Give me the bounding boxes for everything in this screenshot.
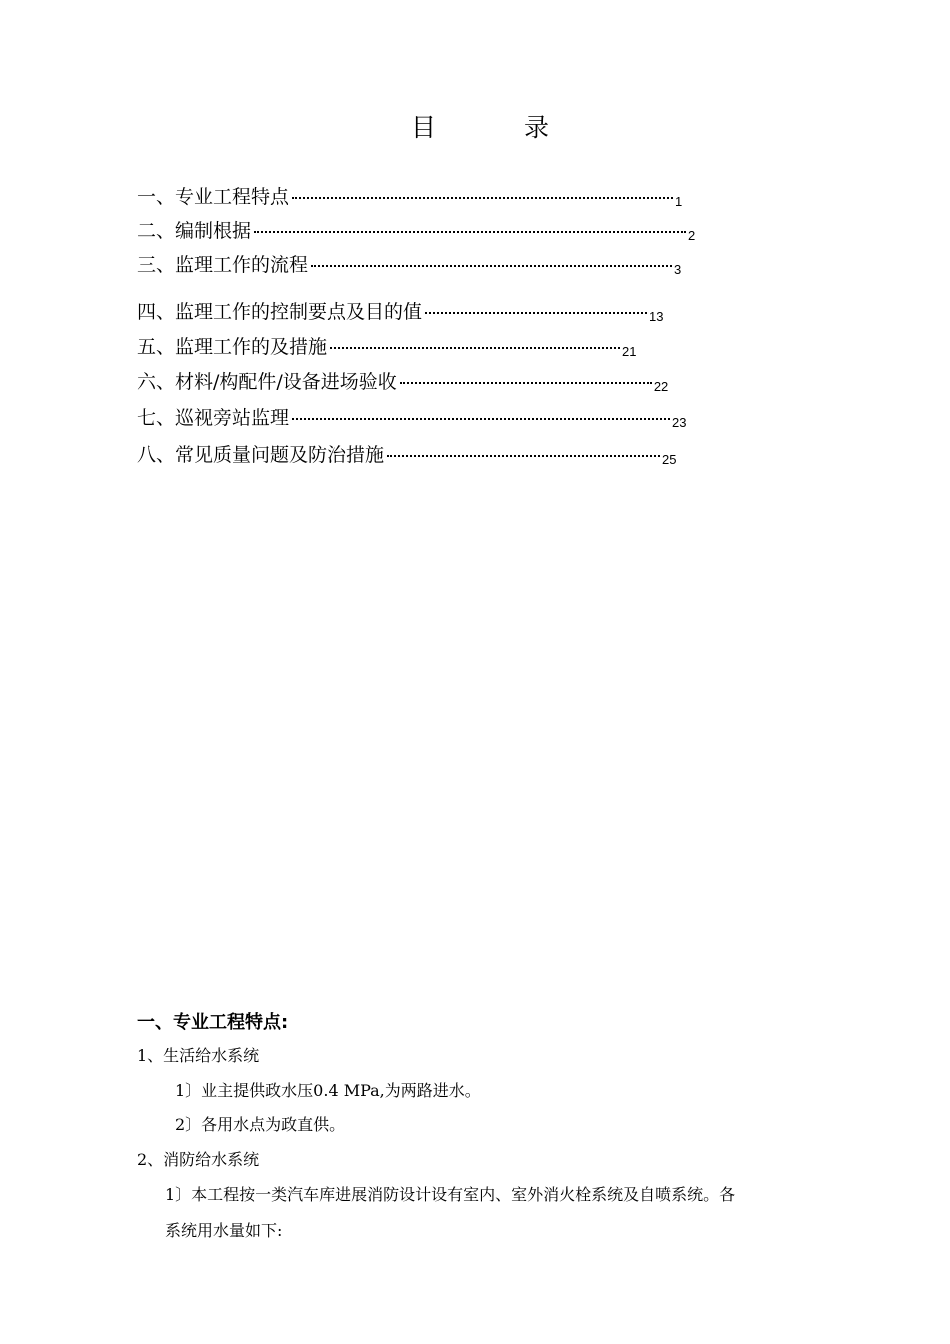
toc-title: 目 录 <box>411 113 589 142</box>
toc-entry-page: 23 <box>672 415 687 430</box>
toc-leader-dots <box>330 347 620 349</box>
toc-entry-page: 25 <box>662 452 677 467</box>
toc-entry-label: 二、编制根据 <box>137 220 252 242</box>
toc-entry[interactable] <box>137 250 681 282</box>
toc-entry[interactable] <box>137 297 663 329</box>
toc-entry-page: 2 <box>688 228 696 243</box>
toc-entry[interactable] <box>137 332 636 364</box>
toc-entry-page: 21 <box>622 344 637 359</box>
toc-entry-label: 四、监理工作的控制要点及目的值 <box>137 301 423 323</box>
toc-entry-page: 22 <box>653 379 669 394</box>
toc-entry-label: 六、材料/构配件/设备进场验收 <box>137 371 397 393</box>
toc-entry-page: 3 <box>674 262 682 277</box>
toc-entry[interactable] <box>137 216 695 248</box>
toc-leader-dots <box>311 265 672 267</box>
paragraph-item: 1〕本工程按一类汽车库进展消防设计设有室内、室外消火栓系统及自喷系统。各 <box>165 1185 736 1204</box>
paragraph-item: 1〕业主提供政水压0.4 MPa,为两路进水。 <box>175 1081 481 1100</box>
toc-entry-page: 13 <box>649 309 664 324</box>
toc-entry[interactable] <box>137 440 676 472</box>
toc-entry-label: 三、监理工作的流程 <box>137 254 309 276</box>
paragraph-continuation: 系统用水量如下: <box>165 1221 283 1240</box>
paragraph-item: 2〕各用水点为政直供。 <box>175 1115 346 1134</box>
toc-leader-dots <box>425 312 647 314</box>
toc-leader-dots <box>387 455 660 457</box>
subsection-title: 1、生活给水系统 <box>137 1046 260 1065</box>
toc-leader-dots <box>254 231 686 233</box>
toc-entry[interactable] <box>137 403 686 435</box>
toc-entry[interactable] <box>137 367 668 399</box>
toc-entry-page: 1 <box>675 194 683 209</box>
toc-leader-dots <box>292 197 673 199</box>
toc-entry-label: 八、常见质量问题及防治措施 <box>137 444 385 466</box>
toc-entry[interactable] <box>137 182 682 214</box>
toc-entry-label: 七、巡视旁站监理 <box>137 407 290 429</box>
toc-leader-dots <box>400 382 652 384</box>
toc-entry-label: 一、专业工程特点 <box>137 186 290 208</box>
toc-leader-dots <box>292 418 670 420</box>
subsection-title: 2、消防给水系统 <box>137 1150 260 1169</box>
toc-entry-label: 五、监理工作的及措施 <box>137 336 328 358</box>
section-heading: 一、专业工程特点: <box>137 1012 289 1033</box>
